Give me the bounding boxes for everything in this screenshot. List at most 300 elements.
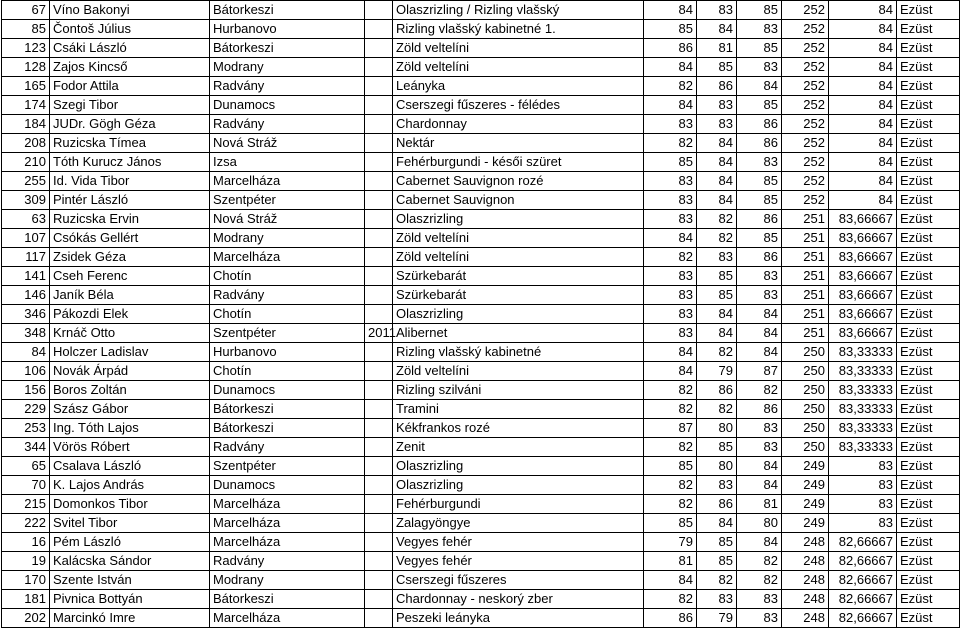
score-1-cell: 82	[644, 77, 697, 96]
entry-id-cell: 141	[2, 267, 50, 286]
average-score-cell: 84	[829, 134, 897, 153]
wine-name-cell: Zöld veltelíni	[393, 248, 644, 267]
vintage-year-cell	[365, 39, 393, 58]
village-cell: Izsa	[210, 153, 365, 172]
entry-id-cell: 19	[2, 552, 50, 571]
vintage-year-cell	[365, 20, 393, 39]
table-row	[2, 248, 960, 267]
wine-name-cell: Cserszegi fűszeres - félédes	[393, 96, 644, 115]
average-score-cell: 84	[829, 58, 897, 77]
vintage-year-cell	[365, 381, 393, 400]
table-row	[2, 343, 960, 362]
village-cell: Marcelháza	[210, 495, 365, 514]
score-3-cell: 84	[737, 476, 782, 495]
total-score-cell: 252	[782, 77, 829, 96]
score-3-cell: 86	[737, 210, 782, 229]
score-2-cell: 84	[697, 305, 737, 324]
producer-name-cell: Pintér László	[50, 191, 210, 210]
wine-name-cell: Olaszrizling / Rizling vlašský	[393, 1, 644, 20]
score-2-cell: 82	[697, 571, 737, 590]
entry-id-cell: 84	[2, 343, 50, 362]
village-cell: Marcelháza	[210, 172, 365, 191]
table-row	[2, 362, 960, 381]
entry-id-cell: 309	[2, 191, 50, 210]
vintage-year-cell	[365, 1, 393, 20]
score-2-cell: 82	[697, 400, 737, 419]
village-cell: Hurbanovo	[210, 20, 365, 39]
producer-name-cell: Csáki László	[50, 39, 210, 58]
score-3-cell: 83	[737, 609, 782, 628]
score-3-cell: 85	[737, 172, 782, 191]
score-1-cell: 83	[644, 210, 697, 229]
score-1-cell: 82	[644, 248, 697, 267]
score-3-cell: 80	[737, 514, 782, 533]
producer-name-cell: Csókás Gellért	[50, 229, 210, 248]
table-row	[2, 229, 960, 248]
total-score-cell: 251	[782, 267, 829, 286]
village-cell: Modrany	[210, 571, 365, 590]
score-3-cell: 85	[737, 39, 782, 58]
score-3-cell: 84	[737, 533, 782, 552]
score-3-cell: 83	[737, 590, 782, 609]
score-1-cell: 86	[644, 609, 697, 628]
wine-name-cell: Fehérburgundi - késői szüret	[393, 153, 644, 172]
average-score-cell: 82,66667	[829, 571, 897, 590]
wine-name-cell: Zöld veltelíni	[393, 58, 644, 77]
table-row	[2, 58, 960, 77]
table-row	[2, 210, 960, 229]
average-score-cell: 84	[829, 191, 897, 210]
vintage-year-cell	[365, 438, 393, 457]
vintage-year-cell	[365, 267, 393, 286]
vintage-year-cell	[365, 172, 393, 191]
wine-name-cell: Olaszrizling	[393, 305, 644, 324]
medal-cell: Ezüst	[897, 96, 960, 115]
vintage-year-cell	[365, 514, 393, 533]
score-3-cell: 83	[737, 267, 782, 286]
producer-name-cell: Janík Béla	[50, 286, 210, 305]
medal-cell: Ezüst	[897, 229, 960, 248]
score-1-cell: 84	[644, 229, 697, 248]
wine-name-cell: Chardonnay	[393, 115, 644, 134]
village-cell: Dunamocs	[210, 476, 365, 495]
entry-id-cell: 123	[2, 39, 50, 58]
entry-id-cell: 117	[2, 248, 50, 267]
entry-id-cell: 215	[2, 495, 50, 514]
score-3-cell: 85	[737, 1, 782, 20]
vintage-year-cell	[365, 96, 393, 115]
medal-cell: Ezüst	[897, 77, 960, 96]
score-2-cell: 84	[697, 324, 737, 343]
average-score-cell: 83	[829, 514, 897, 533]
medal-cell: Ezüst	[897, 134, 960, 153]
entry-id-cell: 229	[2, 400, 50, 419]
average-score-cell: 83,66667	[829, 229, 897, 248]
entry-id-cell: 107	[2, 229, 50, 248]
medal-cell: Ezüst	[897, 400, 960, 419]
village-cell: Bátorkeszi	[210, 1, 365, 20]
table-row	[2, 134, 960, 153]
wine-name-cell: Olaszrizling	[393, 476, 644, 495]
village-cell: Bátorkeszi	[210, 419, 365, 438]
entry-id-cell: 165	[2, 77, 50, 96]
wine-name-cell: Rizling vlašský kabinetné	[393, 343, 644, 362]
total-score-cell: 252	[782, 172, 829, 191]
table-row	[2, 495, 960, 514]
total-score-cell: 249	[782, 495, 829, 514]
medal-cell: Ezüst	[897, 552, 960, 571]
score-1-cell: 84	[644, 571, 697, 590]
producer-name-cell: K. Lajos András	[50, 476, 210, 495]
score-3-cell: 86	[737, 115, 782, 134]
total-score-cell: 248	[782, 571, 829, 590]
vintage-year-cell	[365, 210, 393, 229]
total-score-cell: 252	[782, 1, 829, 20]
table-row	[2, 20, 960, 39]
entry-id-cell: 65	[2, 457, 50, 476]
score-1-cell: 83	[644, 172, 697, 191]
medal-cell: Ezüst	[897, 381, 960, 400]
village-cell: Modrany	[210, 58, 365, 77]
score-1-cell: 82	[644, 476, 697, 495]
village-cell: Szentpéter	[210, 191, 365, 210]
village-cell: Bátorkeszi	[210, 590, 365, 609]
score-1-cell: 84	[644, 1, 697, 20]
village-cell: Bátorkeszi	[210, 39, 365, 58]
score-2-cell: 84	[697, 191, 737, 210]
score-2-cell: 83	[697, 590, 737, 609]
score-3-cell: 85	[737, 229, 782, 248]
score-2-cell: 79	[697, 609, 737, 628]
medal-cell: Ezüst	[897, 343, 960, 362]
medal-cell: Ezüst	[897, 305, 960, 324]
score-3-cell: 84	[737, 324, 782, 343]
wine-name-cell: Olaszrizling	[393, 210, 644, 229]
total-score-cell: 249	[782, 476, 829, 495]
score-1-cell: 84	[644, 96, 697, 115]
score-2-cell: 85	[697, 438, 737, 457]
average-score-cell: 83,33333	[829, 381, 897, 400]
score-1-cell: 86	[644, 39, 697, 58]
wine-name-cell: Tramini	[393, 400, 644, 419]
village-cell: Szentpéter	[210, 324, 365, 343]
total-score-cell: 252	[782, 115, 829, 134]
medal-cell: Ezüst	[897, 115, 960, 134]
wine-name-cell: Zöld veltelíni	[393, 362, 644, 381]
average-score-cell: 83,33333	[829, 362, 897, 381]
vintage-year-cell	[365, 153, 393, 172]
table-row	[2, 590, 960, 609]
total-score-cell: 250	[782, 343, 829, 362]
entry-id-cell: 85	[2, 20, 50, 39]
table-row	[2, 77, 960, 96]
table-row	[2, 533, 960, 552]
average-score-cell: 82,66667	[829, 552, 897, 571]
score-1-cell: 83	[644, 286, 697, 305]
wine-name-cell: Cabernet Sauvignon	[393, 191, 644, 210]
score-2-cell: 81	[697, 39, 737, 58]
village-cell: Szentpéter	[210, 457, 365, 476]
entry-id-cell: 346	[2, 305, 50, 324]
total-score-cell: 251	[782, 305, 829, 324]
table-row	[2, 438, 960, 457]
score-2-cell: 82	[697, 343, 737, 362]
score-2-cell: 83	[697, 115, 737, 134]
score-2-cell: 85	[697, 286, 737, 305]
score-1-cell: 84	[644, 362, 697, 381]
village-cell: Modrany	[210, 229, 365, 248]
table-row	[2, 571, 960, 590]
score-2-cell: 85	[697, 267, 737, 286]
vintage-year-cell	[365, 457, 393, 476]
entry-id-cell: 202	[2, 609, 50, 628]
vintage-year-cell	[365, 58, 393, 77]
medal-cell: Ezüst	[897, 58, 960, 77]
average-score-cell: 83	[829, 495, 897, 514]
average-score-cell: 82,66667	[829, 590, 897, 609]
score-3-cell: 87	[737, 362, 782, 381]
entry-id-cell: 210	[2, 153, 50, 172]
score-3-cell: 84	[737, 457, 782, 476]
entry-id-cell: 156	[2, 381, 50, 400]
producer-name-cell: JUDr. Gögh Géza	[50, 115, 210, 134]
score-2-cell: 83	[697, 476, 737, 495]
total-score-cell: 252	[782, 153, 829, 172]
wine-name-cell: Rizling szilváni	[393, 381, 644, 400]
average-score-cell: 84	[829, 77, 897, 96]
wine-name-cell: Cabernet Sauvignon rozé	[393, 172, 644, 191]
village-cell: Radvány	[210, 438, 365, 457]
score-2-cell: 83	[697, 96, 737, 115]
table-row	[2, 419, 960, 438]
total-score-cell: 250	[782, 419, 829, 438]
table-row	[2, 552, 960, 571]
score-1-cell: 82	[644, 590, 697, 609]
score-3-cell: 84	[737, 77, 782, 96]
entry-id-cell: 184	[2, 115, 50, 134]
producer-name-cell: Fodor Attila	[50, 77, 210, 96]
score-3-cell: 85	[737, 191, 782, 210]
table-row	[2, 153, 960, 172]
producer-name-cell: Pákozdi Elek	[50, 305, 210, 324]
vintage-year-cell	[365, 343, 393, 362]
total-score-cell: 249	[782, 457, 829, 476]
village-cell: Chotín	[210, 362, 365, 381]
producer-name-cell: Novák Árpád	[50, 362, 210, 381]
village-cell: Chotín	[210, 267, 365, 286]
wine-name-cell: Leányka	[393, 77, 644, 96]
total-score-cell: 252	[782, 39, 829, 58]
score-2-cell: 84	[697, 172, 737, 191]
table-row	[2, 172, 960, 191]
score-3-cell: 83	[737, 438, 782, 457]
table-row	[2, 191, 960, 210]
producer-name-cell: Boros Zoltán	[50, 381, 210, 400]
entry-id-cell: 170	[2, 571, 50, 590]
medal-cell: Ezüst	[897, 419, 960, 438]
entry-id-cell: 106	[2, 362, 50, 381]
wine-name-cell: Alibernet	[393, 324, 644, 343]
score-2-cell: 84	[697, 134, 737, 153]
average-score-cell: 83	[829, 476, 897, 495]
medal-cell: Ezüst	[897, 191, 960, 210]
score-1-cell: 83	[644, 267, 697, 286]
producer-name-cell: Kalácska Sándor	[50, 552, 210, 571]
entry-id-cell: 344	[2, 438, 50, 457]
producer-name-cell: Pivnica Bottyán	[50, 590, 210, 609]
score-2-cell: 86	[697, 381, 737, 400]
producer-name-cell: Szász Gábor	[50, 400, 210, 419]
producer-name-cell: Čontoš Július	[50, 20, 210, 39]
score-3-cell: 83	[737, 153, 782, 172]
average-score-cell: 83,33333	[829, 419, 897, 438]
table-row	[2, 457, 960, 476]
medal-cell: Ezüst	[897, 571, 960, 590]
results-table	[1, 0, 960, 628]
average-score-cell: 83,66667	[829, 267, 897, 286]
wine-name-cell: Kékfrankos rozé	[393, 419, 644, 438]
vintage-year-cell	[365, 115, 393, 134]
table-row	[2, 609, 960, 628]
score-2-cell: 82	[697, 210, 737, 229]
average-score-cell: 82,66667	[829, 533, 897, 552]
average-score-cell: 83,33333	[829, 400, 897, 419]
table-row	[2, 1, 960, 20]
average-score-cell: 83,66667	[829, 324, 897, 343]
medal-cell: Ezüst	[897, 457, 960, 476]
producer-name-cell: Svitel Tibor	[50, 514, 210, 533]
score-1-cell: 85	[644, 457, 697, 476]
total-score-cell: 251	[782, 324, 829, 343]
score-1-cell: 82	[644, 400, 697, 419]
medal-cell: Ezüst	[897, 533, 960, 552]
average-score-cell: 84	[829, 39, 897, 58]
wine-name-cell: Rizling vlašský kabinetné 1.	[393, 20, 644, 39]
vintage-year-cell	[365, 571, 393, 590]
score-1-cell: 83	[644, 115, 697, 134]
vintage-year-cell	[365, 362, 393, 381]
village-cell: Nová Stráž	[210, 210, 365, 229]
score-3-cell: 83	[737, 58, 782, 77]
medal-cell: Ezüst	[897, 495, 960, 514]
average-score-cell: 84	[829, 20, 897, 39]
score-3-cell: 83	[737, 20, 782, 39]
total-score-cell: 250	[782, 362, 829, 381]
wine-name-cell: Peszeki leányka	[393, 609, 644, 628]
entry-id-cell: 128	[2, 58, 50, 77]
producer-name-cell: Domonkos Tibor	[50, 495, 210, 514]
average-score-cell: 83,66667	[829, 248, 897, 267]
table-row	[2, 115, 960, 134]
entry-id-cell: 253	[2, 419, 50, 438]
table-row	[2, 96, 960, 115]
total-score-cell: 248	[782, 533, 829, 552]
medal-cell: Ezüst	[897, 20, 960, 39]
producer-name-cell: Csalava László	[50, 457, 210, 476]
average-score-cell: 84	[829, 153, 897, 172]
entry-id-cell: 174	[2, 96, 50, 115]
score-3-cell: 81	[737, 495, 782, 514]
table-row	[2, 476, 960, 495]
vintage-year-cell	[365, 286, 393, 305]
wine-name-cell: Olaszrizling	[393, 457, 644, 476]
score-2-cell: 86	[697, 77, 737, 96]
score-1-cell: 79	[644, 533, 697, 552]
score-3-cell: 82	[737, 381, 782, 400]
total-score-cell: 251	[782, 229, 829, 248]
producer-name-cell: Holczer Ladislav	[50, 343, 210, 362]
total-score-cell: 252	[782, 191, 829, 210]
table-row	[2, 514, 960, 533]
village-cell: Marcelháza	[210, 248, 365, 267]
score-3-cell: 86	[737, 248, 782, 267]
producer-name-cell: Marcinkó Imre	[50, 609, 210, 628]
wine-name-cell: Chardonnay - neskorý zber	[393, 590, 644, 609]
village-cell: Dunamocs	[210, 381, 365, 400]
village-cell: Radvány	[210, 286, 365, 305]
producer-name-cell: Zsidek Géza	[50, 248, 210, 267]
score-1-cell: 82	[644, 438, 697, 457]
average-score-cell: 84	[829, 115, 897, 134]
score-1-cell: 81	[644, 552, 697, 571]
total-score-cell: 250	[782, 438, 829, 457]
vintage-year-cell	[365, 134, 393, 153]
producer-name-cell: Ing. Tóth Lajos	[50, 419, 210, 438]
producer-name-cell: Szente István	[50, 571, 210, 590]
producer-name-cell: Vörös Róbert	[50, 438, 210, 457]
score-2-cell: 85	[697, 533, 737, 552]
score-2-cell: 83	[697, 248, 737, 267]
wine-name-cell: Zöld veltelíni	[393, 229, 644, 248]
total-score-cell: 252	[782, 58, 829, 77]
score-2-cell: 84	[697, 20, 737, 39]
score-2-cell: 83	[697, 1, 737, 20]
entry-id-cell: 348	[2, 324, 50, 343]
average-score-cell: 83,33333	[829, 343, 897, 362]
wine-name-cell: Szürkebarát	[393, 286, 644, 305]
vintage-year-cell	[365, 533, 393, 552]
producer-name-cell: Krnáč Otto	[50, 324, 210, 343]
vintage-year-cell	[365, 191, 393, 210]
producer-name-cell: Cseh Ferenc	[50, 267, 210, 286]
score-3-cell: 85	[737, 96, 782, 115]
score-1-cell: 85	[644, 153, 697, 172]
total-score-cell: 249	[782, 514, 829, 533]
entry-id-cell: 222	[2, 514, 50, 533]
wine-name-cell: Vegyes fehér	[393, 533, 644, 552]
score-1-cell: 87	[644, 419, 697, 438]
producer-name-cell: Pém László	[50, 533, 210, 552]
vintage-year-cell	[365, 229, 393, 248]
average-score-cell: 83,66667	[829, 305, 897, 324]
village-cell: Bátorkeszi	[210, 400, 365, 419]
score-3-cell: 83	[737, 419, 782, 438]
score-2-cell: 86	[697, 495, 737, 514]
entry-id-cell: 63	[2, 210, 50, 229]
results-table-body	[2, 1, 960, 628]
wine-name-cell: Cserszegi fűszeres	[393, 571, 644, 590]
score-1-cell: 84	[644, 58, 697, 77]
vintage-year-cell	[365, 495, 393, 514]
medal-cell: Ezüst	[897, 172, 960, 191]
score-2-cell: 84	[697, 514, 737, 533]
score-2-cell: 80	[697, 457, 737, 476]
village-cell: Marcelháza	[210, 533, 365, 552]
medal-cell: Ezüst	[897, 438, 960, 457]
score-1-cell: 83	[644, 191, 697, 210]
score-1-cell: 82	[644, 381, 697, 400]
average-score-cell: 84	[829, 96, 897, 115]
